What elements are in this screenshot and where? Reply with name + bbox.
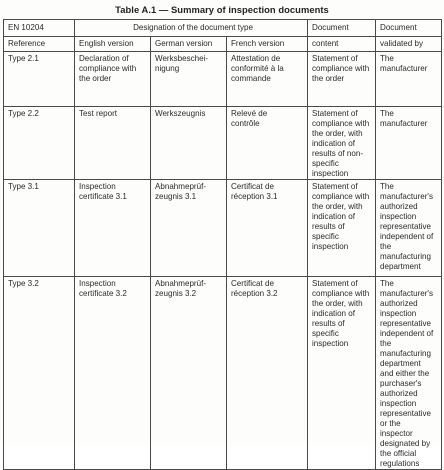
header-validated-bottom: validated by (376, 37, 442, 52)
table-row (4, 52, 442, 107)
cell-german-version: Werksbeschei- nigung (151, 52, 227, 107)
cell-german-version: Abnahmeprüf- zeugnis 3.2 (151, 277, 227, 470)
cell-german-version: Werkszeugnis (151, 107, 227, 180)
table-subheader-row (4, 37, 442, 52)
cell-validated-by: The manufacturer (376, 52, 442, 107)
cell-document-content: Statement of compliance with the order, with indication of results of specific inspection (308, 277, 376, 470)
header-content-top: Document (308, 20, 376, 37)
cell-document-content: Statement of compliance with the order, with indication of results of non- specific inspection (308, 107, 376, 180)
header-validated-top: Document (376, 20, 442, 37)
table-body (4, 52, 442, 470)
cell-validated-by: The manufacturer's authorized inspection representative independent of the manufacturing department (376, 180, 442, 277)
table-header-row (4, 20, 442, 37)
cell-english-version: Inspection certificate 3.2 (75, 277, 151, 470)
cell-french-version: Certificat de réception 3.1 (227, 180, 308, 277)
table-row (4, 107, 442, 180)
inspection-documents-table (3, 19, 442, 470)
header-english-version: English version (75, 37, 151, 52)
cell-reference: Type 3.2 (4, 277, 75, 470)
cell-english-version: Declaration of compliance with the order (75, 52, 151, 107)
cell-reference: Type 2.1 (4, 52, 75, 107)
cell-reference: Type 3.1 (4, 180, 75, 277)
table-title: Table A.1 — Summary of inspection documents (115, 4, 329, 15)
cell-french-version: Certificat de réception 3.2 (227, 277, 308, 470)
header-content-bottom: content (308, 37, 376, 52)
table-row (4, 277, 442, 470)
cell-french-version: Attestation de conformité à la commande (227, 52, 308, 107)
cell-french-version: Relevé de contrôle (227, 107, 308, 180)
header-reference-top: EN 10204 (4, 20, 75, 37)
cell-validated-by: The manufacturer (376, 107, 442, 180)
header-reference-bottom: Reference (4, 37, 75, 52)
cell-english-version: Test report (75, 107, 151, 180)
cell-validated-by: The manufacturer's authorized inspection representative independent of the manufacturing department and either the purchaser's authorized inspection representative or the inspector designated by the official regulations (376, 277, 442, 470)
cell-document-content: Statement of compliance with the order (308, 52, 376, 107)
cell-document-content: Statement of compliance with the order, with indication of results of specific inspection (308, 180, 376, 277)
cell-english-version: Inspection certificate 3.1 (75, 180, 151, 277)
header-french-version: French version (227, 37, 308, 52)
cell-german-version: Abnahmeprüf- zeugnis 3.1 (151, 180, 227, 277)
header-designation: Designation of the document type (75, 20, 308, 37)
cell-reference: Type 2.2 (4, 107, 75, 180)
table-row (4, 180, 442, 277)
header-german-version: German version (151, 37, 227, 52)
